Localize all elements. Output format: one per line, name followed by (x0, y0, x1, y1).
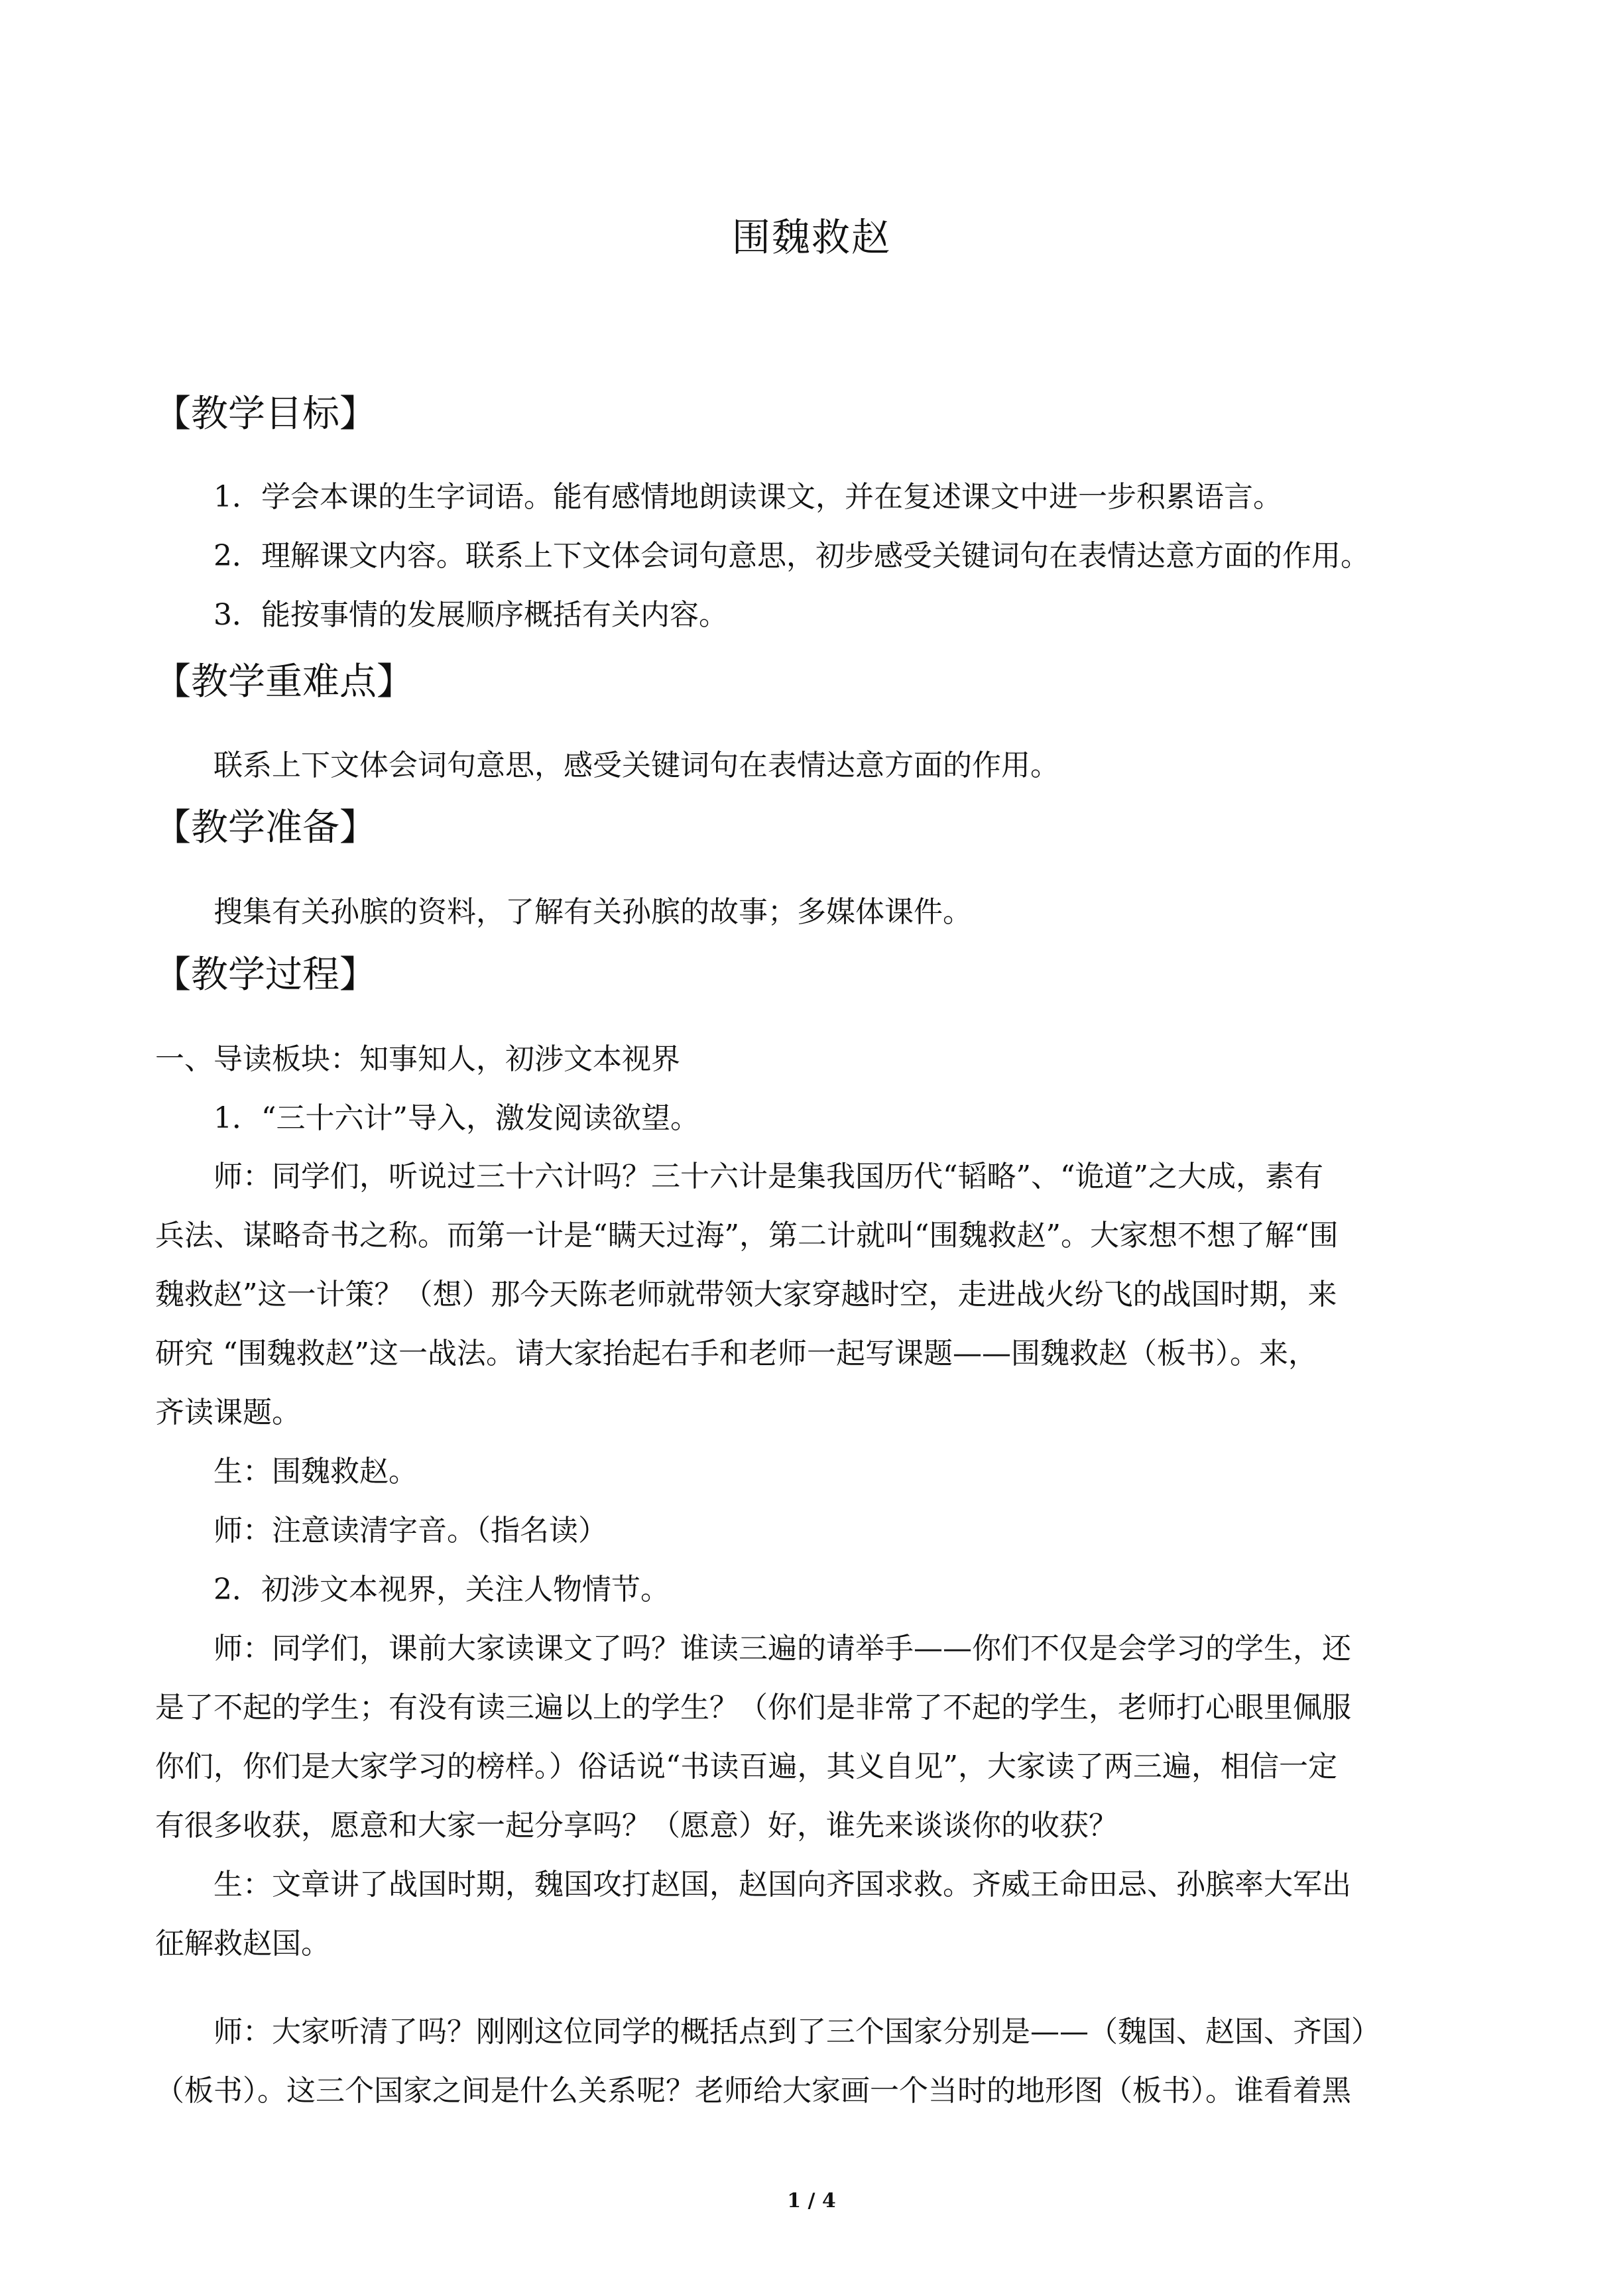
process-line-11: 师：同学们，课前大家读课文了吗？谁读三遍的请举手——你们不仅是会学习的学生，还 (213, 1632, 1351, 1665)
process-line-1: 一、导读板块：知事知人，初涉文本视界 (155, 1042, 680, 1076)
process-line-14: 有很多收获，愿意和大家一起分享吗？（愿意）好，谁先来谈谈你的收获？ (155, 1809, 1118, 1843)
keypoints-text: 联系上下文体会词句意思，感受关键词句在表情达意方面的作用。 (213, 749, 1059, 782)
process-line-10: 2．初涉文本视界，关注人物情节。 (213, 1573, 670, 1606)
section-heading-keypoints: 【教学重难点】 (154, 660, 414, 703)
process-line-12: 是了不起的学生；有没有读三遍以上的学生？（你们是非常了不起的学生，老师打心眼里佩服 (155, 1691, 1351, 1724)
process-line-13: 你们，你们是大家学习的榜样。）俗话说“书读百遍，其义自见”，大家读了两三遍，相信一定 (155, 1750, 1337, 1783)
process-line-16: 征解救赵国。 (155, 1927, 330, 1961)
process-line-2: 1．“三十六计”导入，激发阅读欲望。 (213, 1101, 699, 1135)
objective-item-1: 1．学会本课的生字词语。能有感情地朗读课文，并在复述课文中进一步积累语言。 (213, 480, 1282, 514)
process-line-3: 师：同学们，听说过三十六计吗？三十六计是集我国历代“韬略”、“诡道”之大成，素有 (213, 1160, 1323, 1193)
process-line-5: 魏救赵”这一计策？（想）那今天陈老师就带领大家穿越时空，走进战火纷飞的战国时期，来 (155, 1278, 1337, 1311)
process-line-18: （板书）。这三个国家之间是什么关系呢？老师给大家画一个当时的地形图（板书）。谁看着黑 (155, 2074, 1351, 2108)
process-line-6: 研究 “围魏救赵”这一战法。请大家抬起右手和老师一起写课题——围魏救赵（板书）。来， (155, 1337, 1317, 1370)
preparation-text: 搜集有关孙膑的资料，了解有关孙膑的故事；多媒体课件。 (213, 895, 972, 929)
section-heading-preparation: 【教学准备】 (154, 806, 377, 849)
process-line-9: 师：注意读清字音。（指名读） (213, 1514, 607, 1547)
page-number: 1 / 4 (787, 2189, 836, 2212)
document-title: 围魏救赵 (731, 215, 891, 260)
section-heading-process: 【教学过程】 (154, 953, 377, 997)
objective-item-3: 3．能按事情的发展顺序概括有关内容。 (213, 598, 728, 632)
process-line-8: 生：围魏救赵。 (213, 1455, 418, 1488)
objective-item-2: 2．理解课文内容。联系上下文体会词句意思，初步感受关键词句在表情达意方面的作用。 (213, 539, 1370, 573)
process-line-15: 生：文章讲了战国时期，魏国攻打赵国，赵国向齐国求救。齐威王命田忌、孙膑率大军出 (213, 1868, 1351, 1902)
section-heading-objectives: 【教学目标】 (154, 393, 377, 436)
process-line-17: 师：大家听清了吗？刚刚这位同学的概括点到了三个国家分别是——（魏国、赵国、齐国） (213, 2015, 1380, 2049)
process-line-4: 兵法、谋略奇书之称。而第一计是“瞒天过海”，第二计就叫“围魏救赵”。大家想不想了解“围 (155, 1219, 1339, 1252)
process-line-7: 齐读课题。 (155, 1396, 301, 1429)
